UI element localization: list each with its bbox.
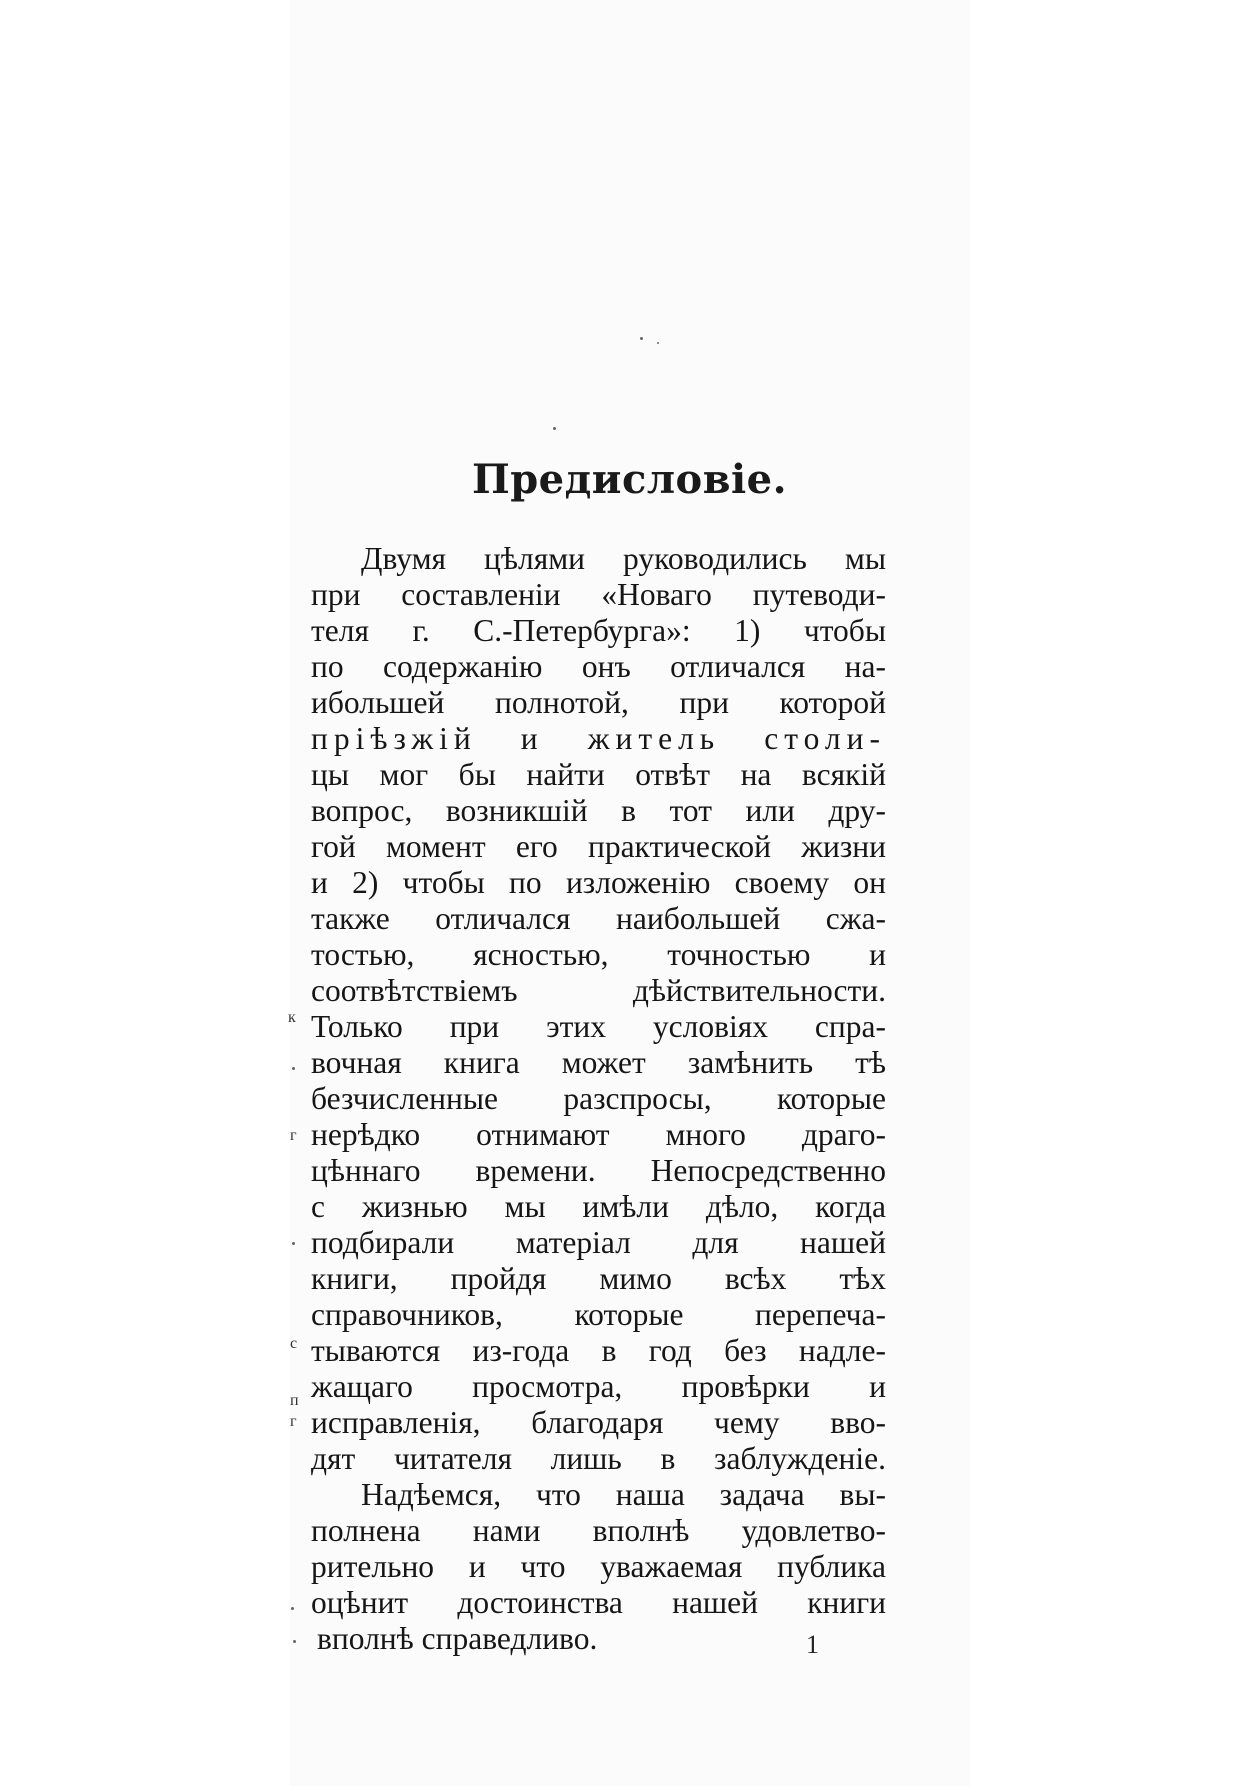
text-line: вполнѣ справедливо.: [317, 1621, 598, 1656]
text-line: жащаго просмотра, провѣрки и: [311, 1369, 886, 1404]
text-line: подбирали матеріал для нашей: [311, 1225, 886, 1260]
text-line: гой момент его практической жизни: [311, 829, 886, 864]
margin-mark: с: [290, 1335, 298, 1352]
text-line: ибольшей полнотой, при которой: [311, 685, 886, 720]
text-line: безчисленные разспросы, которые: [311, 1081, 886, 1116]
text-line: нерѣдко отнимают много драго-: [311, 1117, 886, 1152]
text-line: тостью, ясностью, точностью и: [311, 937, 886, 972]
scan-speck: [291, 1607, 294, 1610]
text-line: при составленіи «Новаго путеводи-: [311, 577, 886, 612]
text-line: соотвѣтствіемъ дѣйствительности.: [311, 973, 886, 1008]
text-line: вопрос, возникшій в тот или дру-: [311, 793, 886, 828]
text-line: с жизнью мы имѣли дѣло, когда: [311, 1189, 886, 1224]
text-line: также отличался наибольшей сжа-: [311, 901, 886, 936]
text-line: Надѣемся, что наша задача вы-: [361, 1477, 886, 1512]
margin-mark: г: [290, 1413, 297, 1430]
page-title: Предисловіе.: [471, 456, 788, 503]
scan-speck: [292, 1067, 295, 1070]
text-line: по содержанію онъ отличался на-: [311, 649, 886, 684]
text-line: рительно и что уважаемая публика: [311, 1549, 886, 1584]
scan-speck: [553, 427, 556, 430]
text-line: цѣннаго времени. Непосредственно: [311, 1153, 886, 1188]
text-line: и 2) чтобы по изложенію своему он: [311, 865, 886, 900]
text-line: тываются из-года в год без надле-: [311, 1333, 886, 1368]
scan-speck: [292, 1242, 295, 1245]
text-line: теля г. С.-Петербурга»: 1) чтобы: [311, 613, 886, 648]
margin-mark: п: [290, 1392, 299, 1409]
text-line: Только при этих условіях спра-: [311, 1009, 886, 1044]
margin-mark: г: [290, 1127, 297, 1144]
text-line: полнена нами вполнѣ удовлетво-: [311, 1513, 886, 1548]
text-line: дят читателя лишь в заблужденіе.: [311, 1441, 886, 1476]
scan-speck: [657, 342, 659, 344]
text-line: Двумя цѣлями руководились мы: [361, 541, 886, 576]
text-line: книги, пройдя мимо всѣх тѣх: [311, 1261, 886, 1296]
page-number: 1: [806, 1630, 819, 1659]
text-line: цы мог бы найти отвѣт на всякій: [311, 757, 886, 792]
text-line: оцѣнит достоинства нашей книги: [311, 1585, 886, 1620]
scan-speck: [293, 1640, 296, 1643]
text-line: пріѣзжій и житель столи-: [311, 721, 886, 756]
scan-speck: [640, 337, 643, 340]
text-line: вочная книга может замѣнить тѣ: [311, 1045, 886, 1080]
text-line: справочников, которые перепеча-: [311, 1297, 886, 1332]
text-line: исправленія, благодаря чему вво-: [311, 1405, 886, 1440]
margin-mark: к: [288, 1009, 296, 1026]
